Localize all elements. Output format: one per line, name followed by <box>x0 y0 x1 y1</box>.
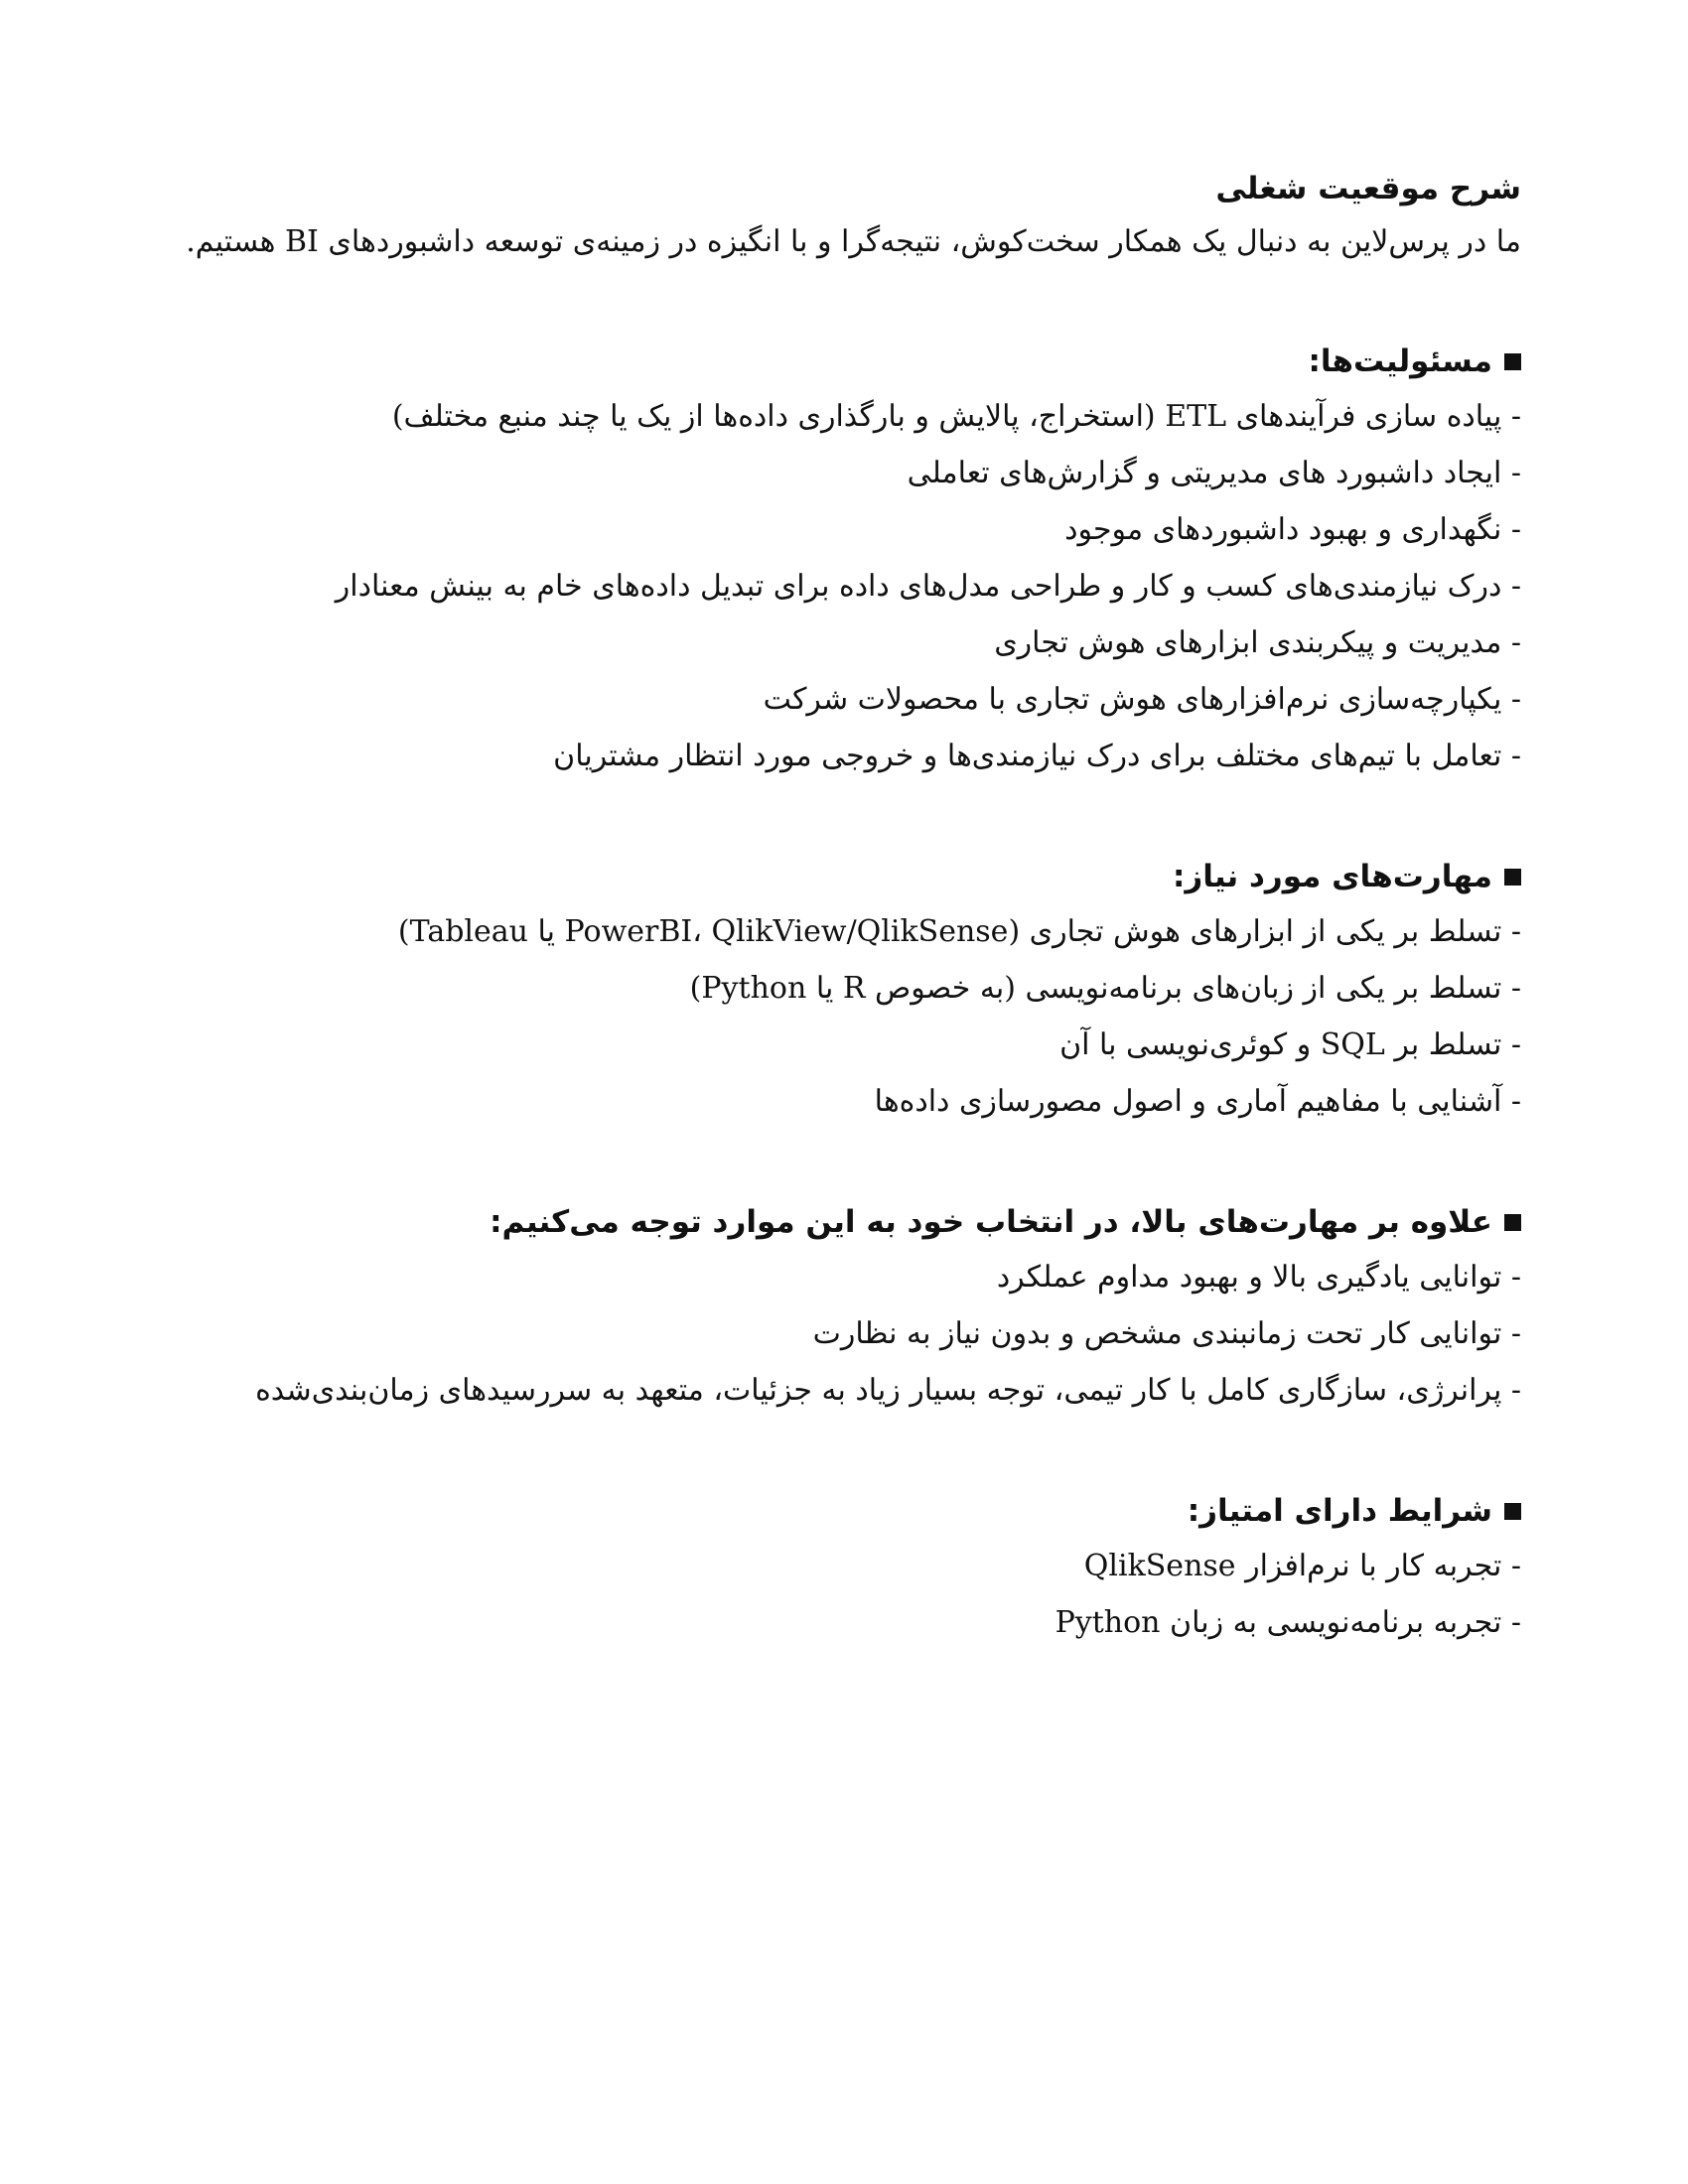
section-responsibilities <box>161 335 1521 784</box>
list-item: - پیاده سازی فرآیندهای ETL (استخراج، پالایش و بارگذاری داده‌ها از یک یا چند منبع مختلف) <box>391 399 1521 434</box>
list-item: - درک نیازمندی‌های کسب و کار و طراحی مدل‌های داده برای تبدیل داده‌های خام به بینش معنادار <box>335 569 1521 604</box>
list-item: - تعامل با تیم‌های مختلف برای درک نیازمندی‌ها و خروجی مورد انتظار مشتریان <box>553 739 1521 773</box>
section-list <box>161 1538 1521 1651</box>
document-content <box>161 162 1521 1651</box>
section-heading-text: علاوه بر مهارت‌های بالا، در انتخاب خود به این موارد توجه می‌کنیم: <box>490 1204 1492 1240</box>
intro-paragraph: ما در پرس‌لاین به دنبال یک همکار سخت‌کوش، نتیجه‌گرا و با انگیزه در زمینه‌ی توسعه داشبوردهای BI هستیم. <box>186 224 1521 259</box>
section-heading <box>161 1484 1521 1538</box>
square-bullet-icon <box>1504 1214 1521 1231</box>
section-additional-qualities <box>161 1195 1521 1419</box>
list-item: - مدیریت و پیکربندی ابزارهای هوش تجاری <box>994 625 1521 660</box>
section-preferred-qualifications <box>161 1484 1521 1651</box>
square-bullet-icon <box>1504 1503 1521 1520</box>
list-item: - پرانرژی، سازگاری کامل با کار تیمی، توجه بسیار زیاد به جزئیات، متعهد به سررسیدهای زمان‌بندی‌شده <box>255 1373 1521 1408</box>
list-item: - تسلط بر یکی از زبان‌های برنامه‌نویسی (به خصوص R یا Python) <box>689 971 1521 1006</box>
list-item: - یکپارچه‌سازی نرم‌افزارهای هوش تجاری با محصولات شرکت <box>763 682 1521 717</box>
section-list <box>161 1249 1521 1419</box>
section-heading-text: مسئولیت‌ها: <box>1308 343 1492 379</box>
section-heading <box>161 850 1521 903</box>
list-item: - توانایی یادگیری بالا و بهبود مداوم عملکرد <box>996 1260 1521 1295</box>
section-required-skills <box>161 850 1521 1130</box>
document-title: شرح موقعیت شغلی <box>1215 171 1521 206</box>
list-item: - تسلط بر یکی از ابزارهای هوش تجاری (PowerBI، QlikView/QlikSense یا Tableau) <box>397 914 1521 949</box>
list-item: - تسلط بر SQL و کوئری‌نویسی با آن <box>1059 1027 1521 1062</box>
list-item: - تجربه کار با نرم‌افزار QlikSense <box>1083 1549 1521 1583</box>
section-heading-text: شرایط دارای امتیاز: <box>1187 1493 1492 1529</box>
list-item: - ایجاد داشبورد های مدیریتی و گزارش‌های تعاملی <box>907 456 1521 490</box>
section-heading <box>161 1195 1521 1249</box>
list-item: - توانایی کار تحت زمانبندی مشخص و بدون نیاز به نظارت <box>812 1316 1521 1351</box>
list-item: - تجربه برنامه‌نویسی به زبان Python <box>1055 1605 1521 1640</box>
list-item: - نگهداری و بهبود داشبوردهای موجود <box>1064 512 1521 547</box>
section-list <box>161 388 1521 784</box>
section-heading-text: مهارت‌های مورد نیاز: <box>1173 859 1492 894</box>
square-bullet-icon <box>1504 353 1521 370</box>
section-heading <box>161 335 1521 388</box>
list-item: - آشنایی با مفاهیم آماری و اصول مصورسازی داده‌ها <box>874 1084 1521 1119</box>
section-list <box>161 903 1521 1130</box>
square-bullet-icon <box>1504 869 1521 886</box>
